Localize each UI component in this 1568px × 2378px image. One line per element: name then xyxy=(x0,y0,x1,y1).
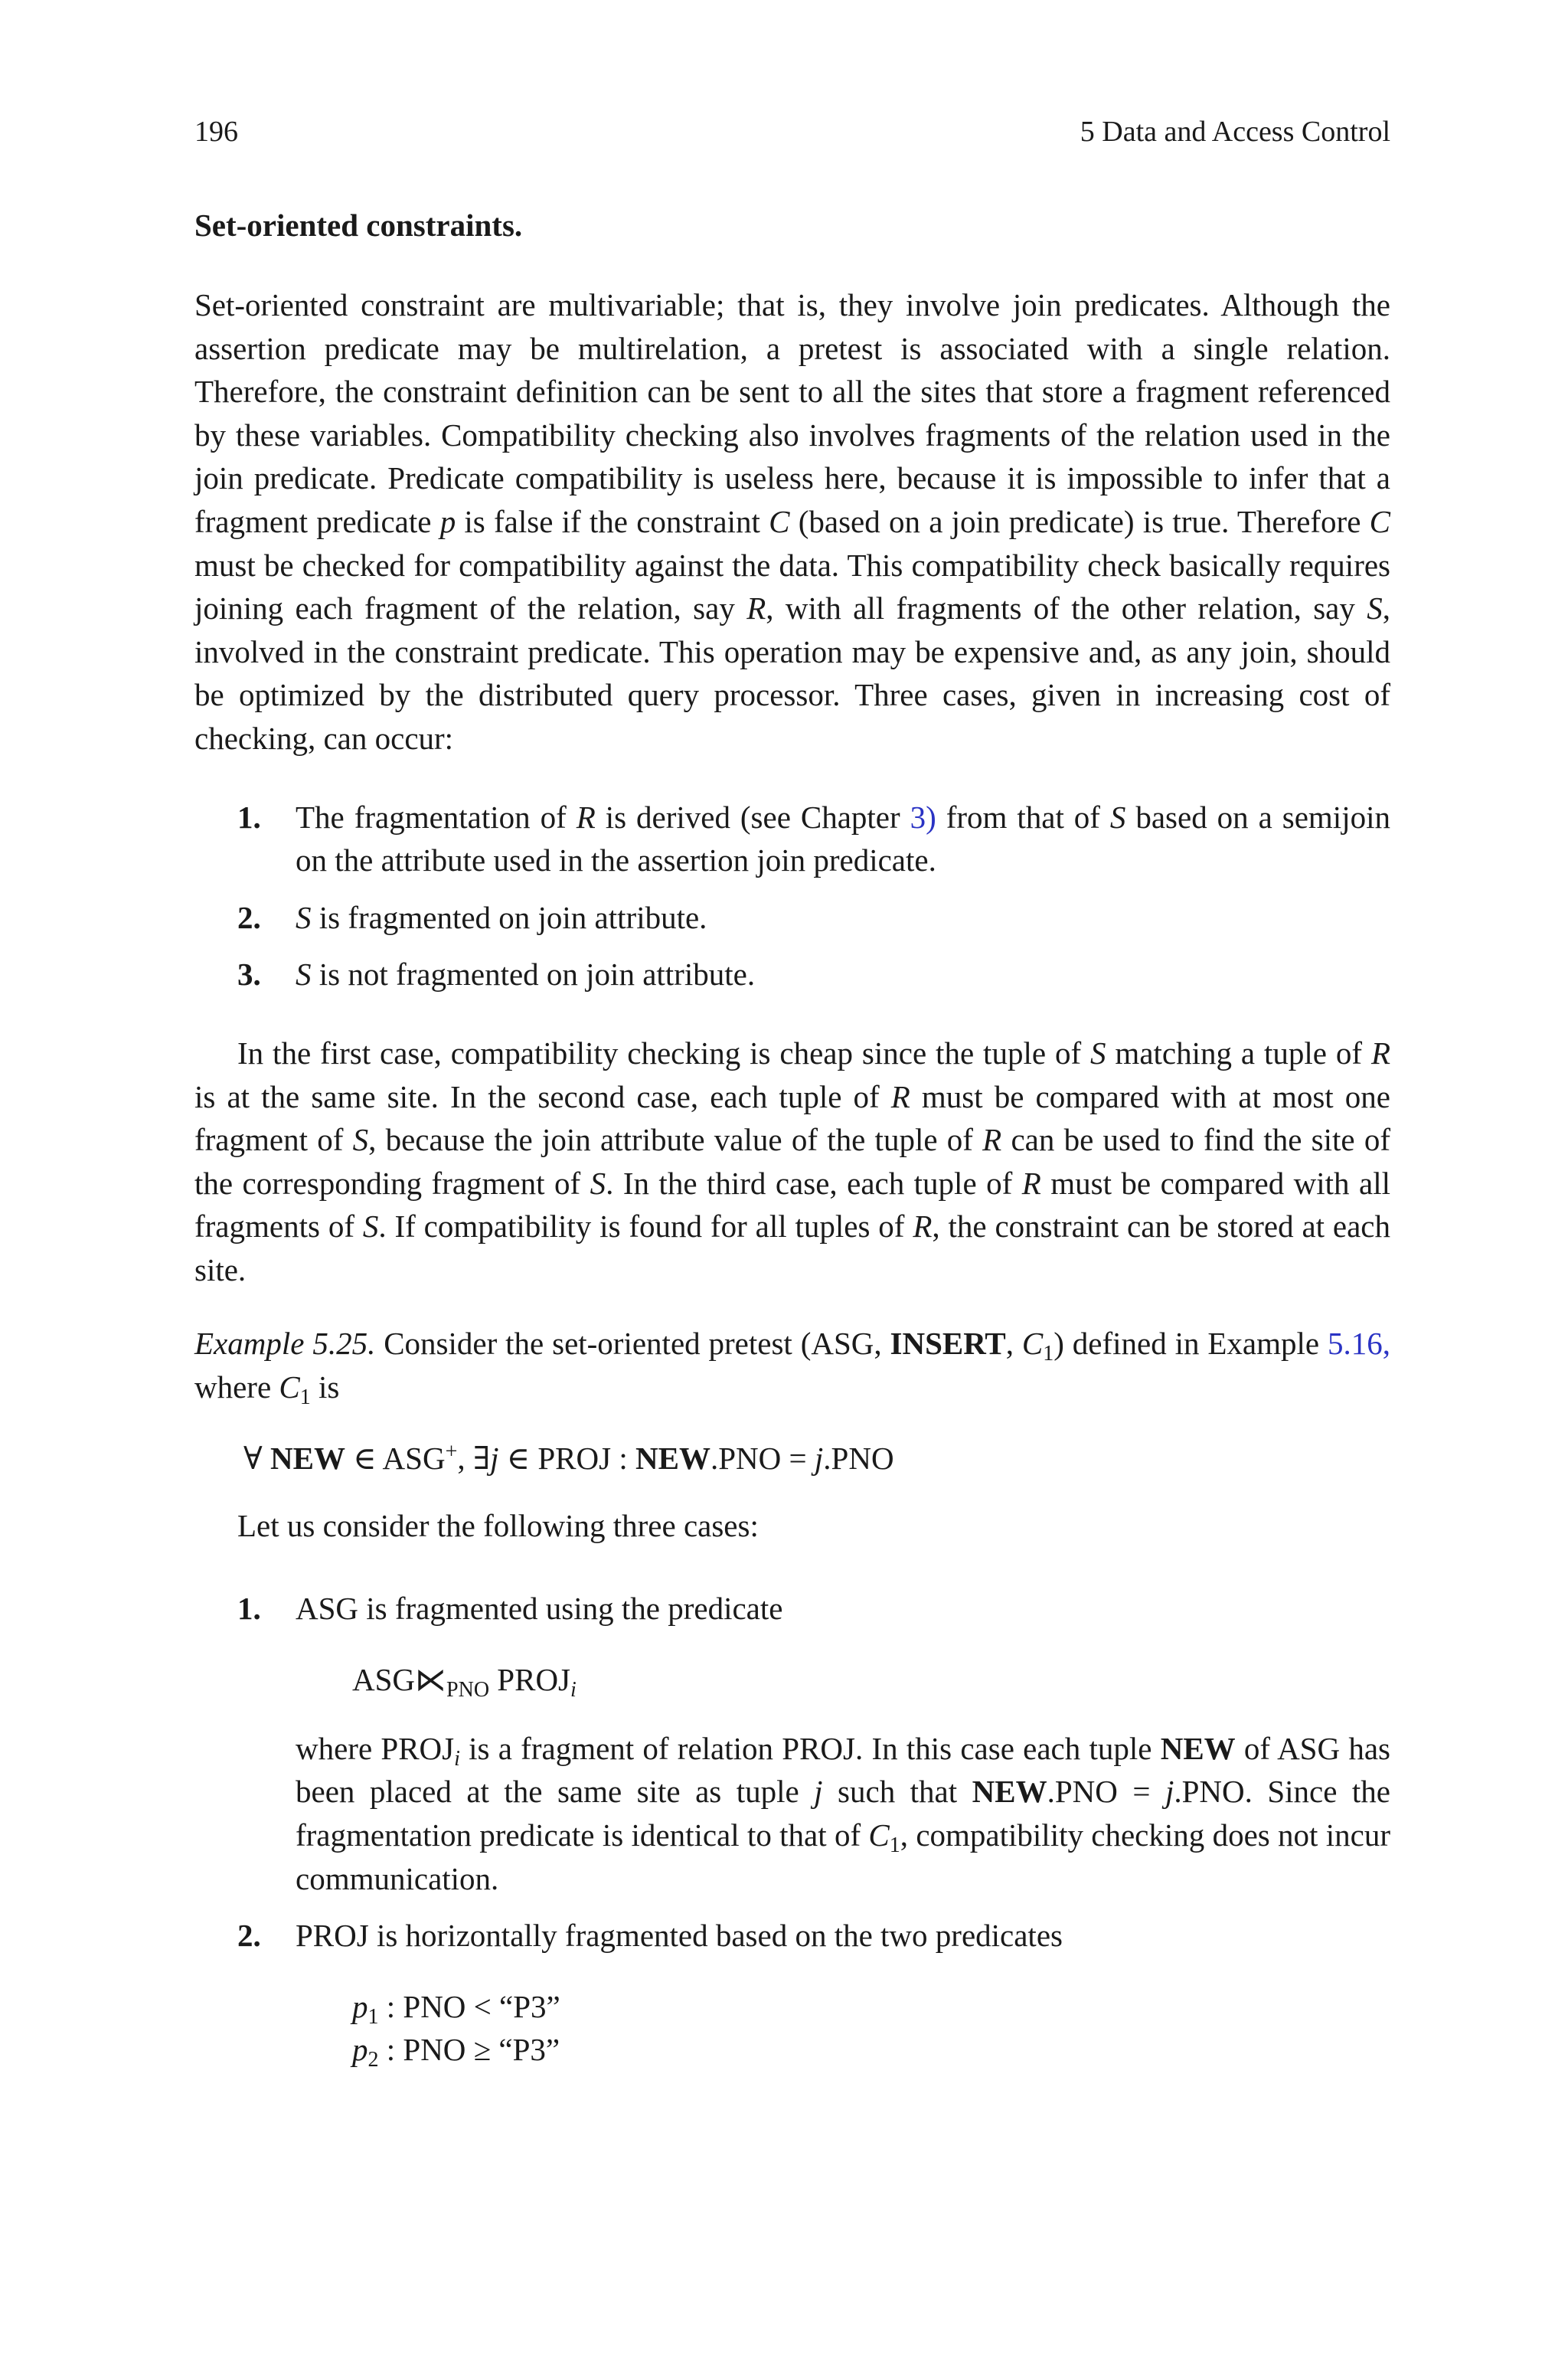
list-number: 2. xyxy=(237,899,261,935)
list-item xyxy=(194,1587,1390,1900)
chapter-link[interactable]: 3) xyxy=(910,799,936,835)
subscript: 2 xyxy=(368,2047,379,2072)
text-run: (based on a join predicate) is true. Therefore xyxy=(789,503,1370,539)
case-explanation xyxy=(296,1727,1390,1900)
section-heading: Set-oriented constraints. xyxy=(194,208,523,243)
subscript: i xyxy=(570,1677,577,1702)
var: S xyxy=(590,1165,606,1201)
text-run: ASG xyxy=(352,1661,416,1697)
var-c: C xyxy=(868,1817,890,1853)
text-run: is fragmented on join attribute. xyxy=(311,899,707,935)
text-run: ) defined in Example xyxy=(1054,1326,1328,1362)
text-run: .PNO. Since the fragmentation predicate is identical to that of xyxy=(296,1774,1390,1853)
keyword-new: NEW xyxy=(1160,1730,1236,1766)
var-s: S xyxy=(296,957,312,993)
example-paragraph xyxy=(194,1322,1390,1408)
text-run: must be compared with at most one fragment of xyxy=(194,1078,1390,1158)
subscript: PNO xyxy=(446,1677,490,1702)
text-run: is derived (see Chapter xyxy=(595,799,910,835)
var-j: j xyxy=(814,1440,824,1476)
text-run: In the first case, compatibility checking is cheap since the tuple of xyxy=(237,1035,1091,1071)
cases-intro: Let us consider the following three cases: xyxy=(237,1507,759,1543)
text-run: , involved in the constraint predicate. This operation may be expensive and, as any join, should be optimized by the distributed query processor. Three cases, given in increasing cost of checking, can occur: xyxy=(194,590,1390,756)
example-label: Example 5.25. xyxy=(194,1326,376,1362)
text-run: . In the third case, each tuple of xyxy=(606,1165,1022,1201)
cases-list xyxy=(194,796,1390,996)
var: S xyxy=(362,1209,379,1245)
intro-paragraph xyxy=(194,283,1390,761)
text-run: , with all fragments of the other relation, say xyxy=(766,590,1367,626)
var: R xyxy=(1370,1035,1391,1071)
var-p: p xyxy=(352,2031,368,2067)
semijoin-formula xyxy=(352,1658,1390,1701)
text-run: : PNO ≥ “P3” xyxy=(378,2031,560,2067)
subscript: 1 xyxy=(368,2004,379,2029)
semijoin-symbol: ⋉ xyxy=(415,1661,447,1697)
text-run: : PNO < “P3” xyxy=(378,1988,560,2024)
var: R xyxy=(1021,1165,1041,1201)
text-run: .PNO xyxy=(823,1440,894,1476)
keyword-new: NEW xyxy=(270,1440,345,1476)
text-run: Consider the set-oriented pretest (ASG, xyxy=(375,1326,890,1362)
var-r: R xyxy=(746,590,766,626)
text-run: PROJ is horizontally fragmented based on the two predicates xyxy=(296,1918,1063,1954)
var-j: j xyxy=(490,1440,499,1476)
list-number: 2. xyxy=(237,1918,261,1954)
var-r: R xyxy=(576,799,596,835)
forall-symbol: ∀ xyxy=(243,1440,270,1476)
page xyxy=(194,115,1390,2085)
var-s: S xyxy=(1367,590,1383,626)
var: S xyxy=(1090,1035,1106,1071)
list-item xyxy=(194,1914,1390,2071)
text-run: .PNO = xyxy=(710,1440,815,1476)
var: R xyxy=(890,1078,910,1114)
text-run: must be checked for compatibility against the data. This compatibility check basically requires joining each fragment of the relation, say xyxy=(194,547,1390,626)
text-run: of ASG has been placed at the same site as tuple xyxy=(296,1730,1390,1810)
text-run: where xyxy=(194,1369,279,1405)
text-run: based on a semijoin on the attribute used in the assertion join predicate. xyxy=(296,799,1390,878)
text-run: can be used to find the site of the corresponding fragment of xyxy=(194,1122,1390,1201)
var-p: p xyxy=(352,1988,368,2024)
var-c: C xyxy=(1369,503,1391,539)
text-run: is at the same site. In the second case, each tuple of xyxy=(194,1078,891,1114)
text-run: PROJ xyxy=(489,1661,571,1697)
constraint-formula xyxy=(243,1437,1390,1480)
var-p: p xyxy=(439,503,456,539)
text-run: The fragmentation of xyxy=(296,799,577,835)
text-run: where PROJ xyxy=(296,1730,455,1766)
list-number: 1. xyxy=(237,1591,261,1627)
predicate-p1 xyxy=(352,1985,1390,2028)
text-run: ∈ PROJ : xyxy=(498,1440,635,1476)
subscript: i xyxy=(454,1746,460,1771)
text-run: must be compared with all fragments of xyxy=(194,1165,1390,1245)
subscript: 1 xyxy=(889,1833,900,1858)
var: R xyxy=(913,1209,933,1245)
example-cases-list xyxy=(194,1587,1390,2071)
text-run: is not fragmented on join attribute. xyxy=(311,957,756,993)
text-run: such that xyxy=(822,1774,972,1810)
analysis-paragraph xyxy=(194,1032,1390,1292)
var: S xyxy=(352,1122,369,1158)
page-number: 196 xyxy=(194,116,238,148)
text-run: is a fragment of relation PROJ. In this case each tuple xyxy=(459,1730,1161,1766)
var-s: S xyxy=(296,899,312,935)
predicate-p2 xyxy=(352,2028,1390,2071)
text-run: ∈ ASG xyxy=(345,1440,446,1476)
text-run: is false if the constraint xyxy=(456,503,769,539)
text-run: .PNO = xyxy=(1047,1774,1165,1810)
subscript: 1 xyxy=(299,1385,311,1410)
text-run: , ∃ xyxy=(457,1440,491,1476)
text-run: is xyxy=(310,1369,340,1405)
var-c: C xyxy=(279,1369,300,1405)
text-run: ASG is fragmented using the predicate xyxy=(296,1591,783,1627)
keyword-new: NEW xyxy=(635,1440,710,1476)
var-j: j xyxy=(1165,1774,1174,1810)
text-run: . If compatibility is found for all tuples of xyxy=(378,1209,913,1245)
example-link[interactable]: 5.16, xyxy=(1328,1326,1390,1362)
list-item xyxy=(194,896,1390,940)
keyword-new: NEW xyxy=(972,1774,1047,1810)
var-c: C xyxy=(1021,1326,1044,1362)
text-run: from that of xyxy=(936,799,1110,835)
text-run: , the constraint can be stored at each site. xyxy=(194,1209,1391,1287)
chapter-title: 5 Data and Access Control xyxy=(1080,116,1390,148)
list-number: 3. xyxy=(237,957,261,993)
superscript: + xyxy=(445,1439,458,1464)
text-run: , because the join attribute value of the tuple of xyxy=(368,1122,983,1158)
var-c: C xyxy=(769,503,790,539)
var-j: j xyxy=(814,1774,823,1810)
keyword-insert: INSERT xyxy=(890,1326,1006,1362)
text-run: , compatibility checking does not incur communication. xyxy=(296,1817,1390,1896)
var: R xyxy=(982,1122,1002,1158)
list-item xyxy=(194,953,1390,996)
list-item xyxy=(194,796,1390,882)
running-head xyxy=(194,115,1390,149)
subscript: 1 xyxy=(1043,1342,1054,1366)
text-run: Set-oriented constraint are multivariable; that is, they involve join predicates. Although the assertion predicate may be multirelation, a pretest is associated with a single relation. Therefore, the constraint definition can be sent to all the sites that store a fragment referenced by these variables. Compatibility checking also involves fragments of the relation used in the join predicate. Predicate compatibility is useless here, because it is impossible to infer that a fragment predicate xyxy=(194,287,1390,539)
var-s: S xyxy=(1109,799,1126,835)
list-number: 1. xyxy=(237,799,261,835)
text-run: , xyxy=(1005,1326,1022,1362)
predicate-block xyxy=(296,1985,1390,2071)
text-run: matching a tuple of xyxy=(1106,1035,1371,1071)
